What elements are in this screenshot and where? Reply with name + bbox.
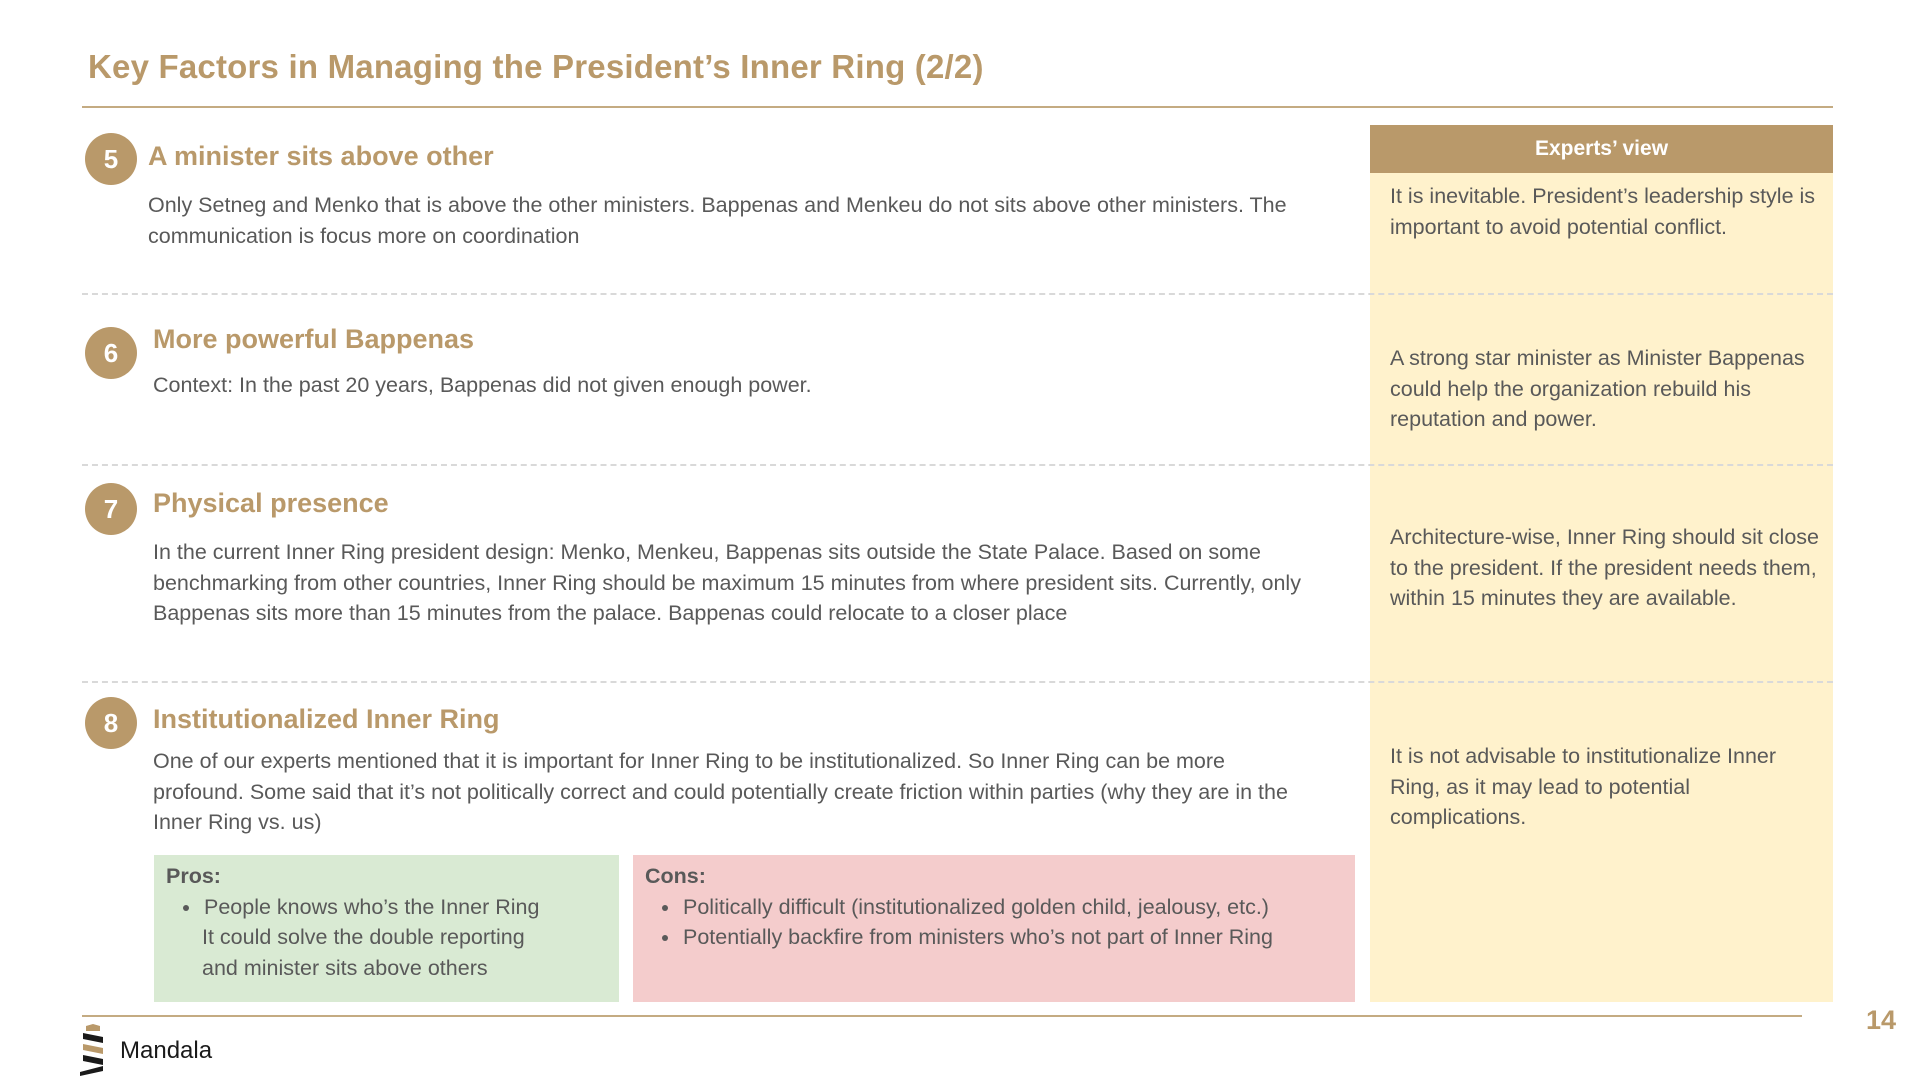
cons-title: Cons: — [645, 864, 706, 888]
mandala-logo-icon — [80, 1024, 106, 1076]
list-item: • Politically difficult (institutionalized golden child, jealousy, etc.) — [681, 892, 1355, 923]
title-divider — [82, 106, 1833, 108]
section-divider — [82, 293, 1833, 295]
page-title: Key Factors in Managing the President’s Inner Ring (2/2) — [88, 48, 984, 85]
cons-list — [633, 892, 1355, 953]
expert-view-1: It is inevitable. President’s leadership style is important to avoid potential conflict. — [1390, 184, 1816, 239]
factor-heading: A minister sits above other — [148, 141, 494, 171]
factor-number-badge: 6 — [85, 327, 137, 379]
list-item: • Potentially backfire from ministers who’s not part of Inner Ring — [681, 922, 1355, 953]
list-item: • People knows who’s the Inner Ring — [202, 892, 619, 923]
cons-box — [633, 855, 1355, 1002]
factor-number-badge: 8 — [85, 697, 137, 749]
pros-box — [154, 855, 619, 1002]
page-number: 14 — [1866, 1005, 1897, 1035]
pros-line: and minister sits above others — [202, 955, 488, 980]
factor-heading: Institutionalized Inner Ring — [153, 704, 500, 734]
pros-title: Pros: — [166, 864, 221, 888]
expert-view-2: A strong star minister as Minister Bappenas could help the organization rebuild his reputation and power. — [1390, 346, 1805, 431]
pros-line: It could solve the double reporting — [202, 925, 525, 949]
section-divider — [82, 464, 1833, 466]
factor-number-badge: 7 — [85, 483, 137, 535]
factor-body: Only Setneg and Menko that is above the other ministers. Bappenas and Menkeu do not sits above other ministers. The communication is focus more on coordination — [148, 193, 1287, 248]
factor-number-badge: 5 — [85, 133, 137, 185]
expert-view-4: It is not advisable to institutionalize Inner Ring, as it may lead to potential complications. — [1390, 744, 1777, 829]
experts-view-panel — [1370, 125, 1833, 1002]
factor-body: One of our experts mentioned that it is important for Inner Ring to be institutionalized. So Inner Ring can be more profound. Some said that it’s not politically correct and could potentially create friction within parties (why they are in the Inner Ring vs. us) — [153, 749, 1288, 834]
experts-view-header: Experts’ view — [1370, 125, 1833, 173]
factor-body: Context: In the past 20 years, Bappenas did not given enough power. — [153, 373, 812, 397]
expert-view-3: Architecture-wise, Inner Ring should sit close to the president. If the president needs them, within 15 minutes they are available. — [1390, 525, 1819, 610]
factor-heading: More powerful Bappenas — [153, 324, 475, 354]
factor-body: In the current Inner Ring president design: Menko, Menkeu, Bappenas sits outside the State Palace. Based on some benchmarking from other countries, Inner Ring should be maximum 15 minutes from where president sits. Currently, only Bappenas sits more than 15 minutes from the palace. Bappenas could relocate to a closer place — [153, 540, 1301, 625]
brand-name: Mandala — [120, 1037, 213, 1064]
factor-heading: Physical presence — [153, 488, 389, 518]
pros-list — [154, 892, 619, 923]
section-divider — [82, 681, 1833, 683]
footer-divider — [82, 1015, 1802, 1017]
